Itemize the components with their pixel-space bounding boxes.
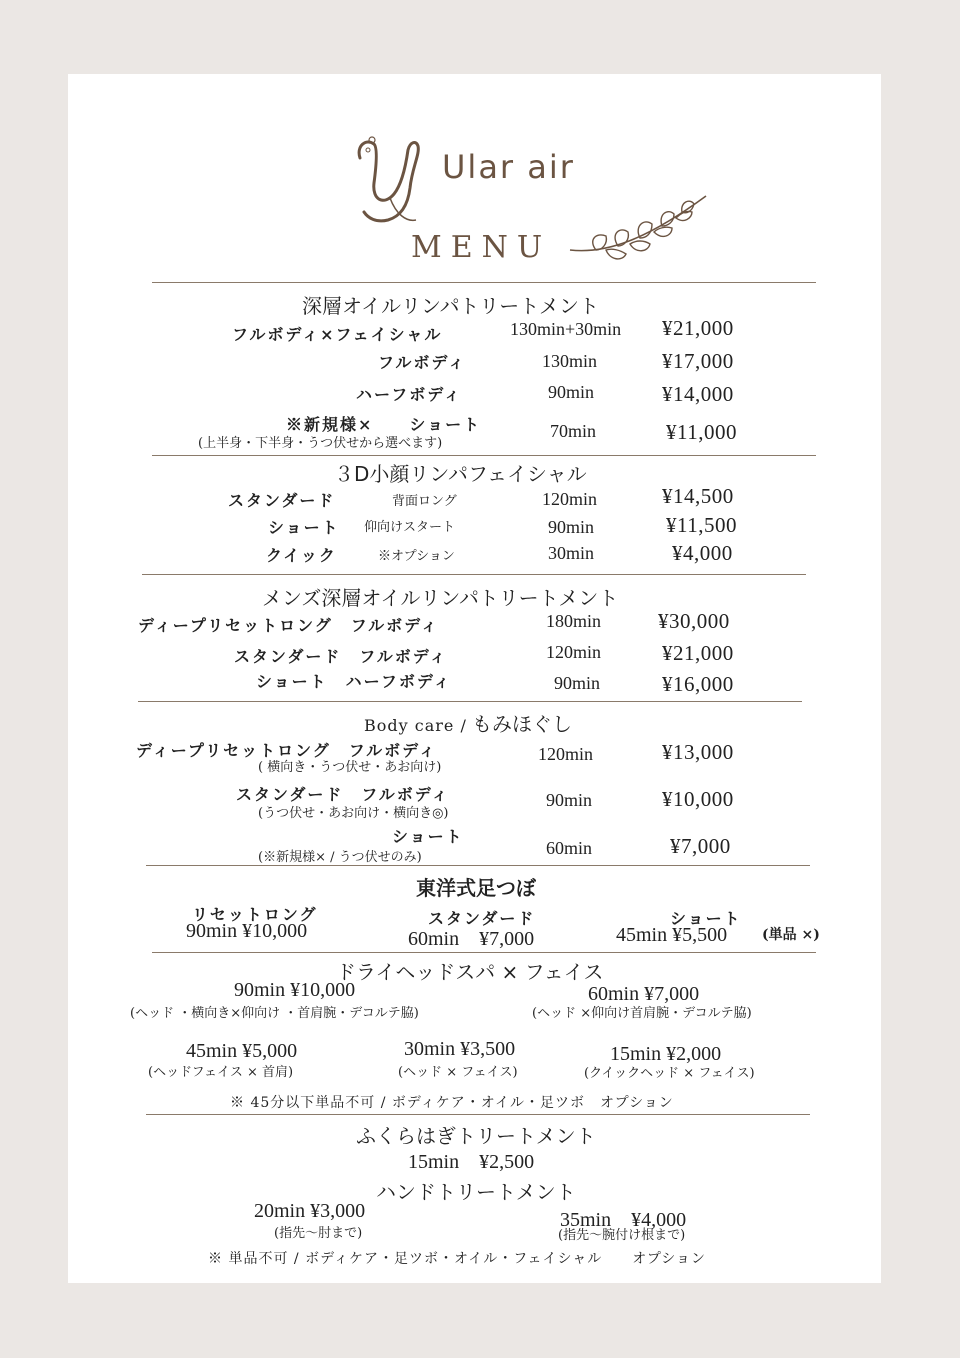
menu-sheet bbox=[68, 74, 881, 1283]
item-note: (上半身・下半身・うつ伏せから選べます) bbox=[198, 436, 443, 451]
item-price: ¥21,000 bbox=[662, 316, 734, 340]
item-duration: 90min bbox=[548, 517, 595, 537]
item-name: スタンダード bbox=[228, 491, 336, 510]
item-price: ¥10,000 bbox=[662, 787, 734, 811]
item-price: ¥14,000 bbox=[662, 382, 734, 406]
item-name: フルボディ bbox=[378, 353, 467, 372]
item-price: ¥21,000 bbox=[662, 641, 734, 665]
item-name: ショート bbox=[670, 909, 742, 928]
item-name: リセットロング bbox=[192, 905, 318, 924]
section-title-deep-oil: 深層オイルリンパトリートメント bbox=[302, 294, 599, 318]
item-price: 45min ¥5,500 bbox=[616, 924, 728, 946]
item-price: 20min ¥3,000 bbox=[254, 1200, 366, 1222]
item-price: 60min ¥7,000 bbox=[408, 928, 535, 950]
item-note: (クイックヘッド × フェイス) bbox=[584, 1066, 755, 1081]
divider bbox=[146, 865, 810, 866]
item-note: (ヘッド ×仰向け首肩腕・デコルテ脇) bbox=[532, 1006, 752, 1021]
item-name: ハーフボディ bbox=[356, 385, 462, 404]
item-price: ¥7,000 bbox=[670, 834, 731, 858]
item-price: 90min ¥10,000 bbox=[234, 979, 356, 1001]
divider bbox=[152, 282, 816, 283]
item-name: ディープリセットロング フルボディ bbox=[136, 741, 437, 760]
item-duration: 70min bbox=[550, 421, 597, 441]
footnote: ※ 単品不可 / ボディケア・足ツボ・オイル・フェイシャル オプション bbox=[208, 1251, 707, 1267]
item-note: (ヘッドフェイス × 首肩) bbox=[148, 1065, 294, 1080]
item-price: ¥13,000 bbox=[662, 740, 734, 764]
divider bbox=[146, 1114, 810, 1115]
item-note: (指先〜肘まで) bbox=[274, 1226, 363, 1241]
divider bbox=[152, 455, 816, 456]
item-duration: 60min bbox=[546, 838, 593, 858]
item-price: 90min ¥10,000 bbox=[186, 920, 308, 942]
item-sub: ※オプション bbox=[378, 549, 455, 564]
item-duration: 120min bbox=[546, 642, 602, 662]
item-name: ショート ハーフボディ bbox=[256, 672, 452, 691]
item-duration: 120min bbox=[538, 744, 594, 764]
item-name: スタンダード フルボディ bbox=[236, 785, 450, 804]
menu-title: MENU bbox=[411, 230, 552, 265]
item-duration: 130min+30min bbox=[510, 319, 622, 339]
item-duration: 90min bbox=[546, 790, 593, 810]
item-duration: 180min bbox=[546, 611, 602, 631]
divider bbox=[152, 952, 816, 953]
section-title-head-spa: ドライヘッドスパ × フェイス bbox=[336, 960, 604, 984]
item-extra: (単品 ×) bbox=[762, 927, 820, 943]
footnote: ※ 45分以下単品不可 / ボディケア・オイル・足ツボ オプション bbox=[230, 1095, 674, 1111]
item-price: ¥11,500 bbox=[666, 513, 737, 537]
item-name: ショート bbox=[392, 827, 464, 846]
item-duration: 30min bbox=[548, 543, 595, 563]
item-price: 15min ¥2,000 bbox=[610, 1043, 722, 1065]
brand-name: Ular air bbox=[442, 148, 575, 186]
section-title-en: Body care / bbox=[364, 716, 467, 735]
item-price: ¥16,000 bbox=[662, 672, 734, 696]
item-duration: 120min bbox=[542, 489, 598, 509]
item-price: ¥17,000 bbox=[662, 349, 734, 373]
item-note: (ヘッド × フェイス) bbox=[398, 1065, 518, 1080]
item-price: 45min ¥5,000 bbox=[186, 1040, 298, 1062]
item-duration: 90min bbox=[554, 673, 601, 693]
item-price: ¥14,500 bbox=[662, 484, 734, 508]
item-sub: 背面ロング bbox=[392, 494, 457, 509]
item-price: 30min ¥3,500 bbox=[404, 1038, 516, 1060]
item-price: 35min ¥4,000 bbox=[560, 1209, 687, 1231]
item-note: ( 横向き・うつ伏せ・あお向け) bbox=[258, 760, 442, 775]
item-price: ¥30,000 bbox=[658, 609, 730, 633]
divider bbox=[138, 701, 802, 702]
item-price: ¥4,000 bbox=[672, 541, 733, 565]
section-title-jp: もみほぐし bbox=[471, 712, 572, 736]
item-name: ショート bbox=[268, 518, 340, 537]
item-note: (うつ伏せ・あお向け・横向き◎) bbox=[258, 806, 449, 821]
section-title-body-care bbox=[364, 708, 572, 737]
item-name: フルボディ×フェイシャル bbox=[232, 325, 443, 344]
item-price: 60min ¥7,000 bbox=[588, 983, 700, 1005]
item-name: ディープリセットロング フルボディ bbox=[138, 616, 439, 635]
item-duration: 90min bbox=[548, 382, 595, 402]
logo-monogram-icon bbox=[350, 128, 430, 228]
item-note: (指先〜腕付け根まで) bbox=[558, 1228, 686, 1243]
section-title-mens: メンズ深層オイルリンパトリートメント bbox=[262, 586, 619, 610]
item-note: (※新規様× / うつ伏せのみ) bbox=[258, 850, 422, 865]
section-title-facial: ３D小顔リンパフェイシャル bbox=[334, 462, 587, 486]
divider bbox=[142, 574, 806, 575]
item-price: ¥11,000 bbox=[666, 420, 737, 444]
section-title-hand: ハンドトリートメント bbox=[376, 1180, 576, 1204]
item-duration: 130min bbox=[542, 351, 598, 371]
item-name: ※新規様× ショート bbox=[286, 415, 482, 434]
section-title-foot: 東洋式足つぼ bbox=[416, 876, 536, 900]
item-name: スタンダード フルボディ bbox=[234, 647, 448, 666]
item-price: 15min ¥2,500 bbox=[408, 1151, 535, 1173]
item-note: (ヘッド ・横向き×仰向け ・首肩腕・デコルテ脇) bbox=[130, 1006, 419, 1021]
item-name: クイック bbox=[266, 546, 337, 565]
leaf-branch-icon bbox=[566, 188, 716, 268]
item-name: スタンダード bbox=[428, 909, 536, 928]
section-title-calf: ふくらはぎトリートメント bbox=[356, 1124, 596, 1148]
item-sub: 仰向けスタート bbox=[364, 520, 456, 535]
